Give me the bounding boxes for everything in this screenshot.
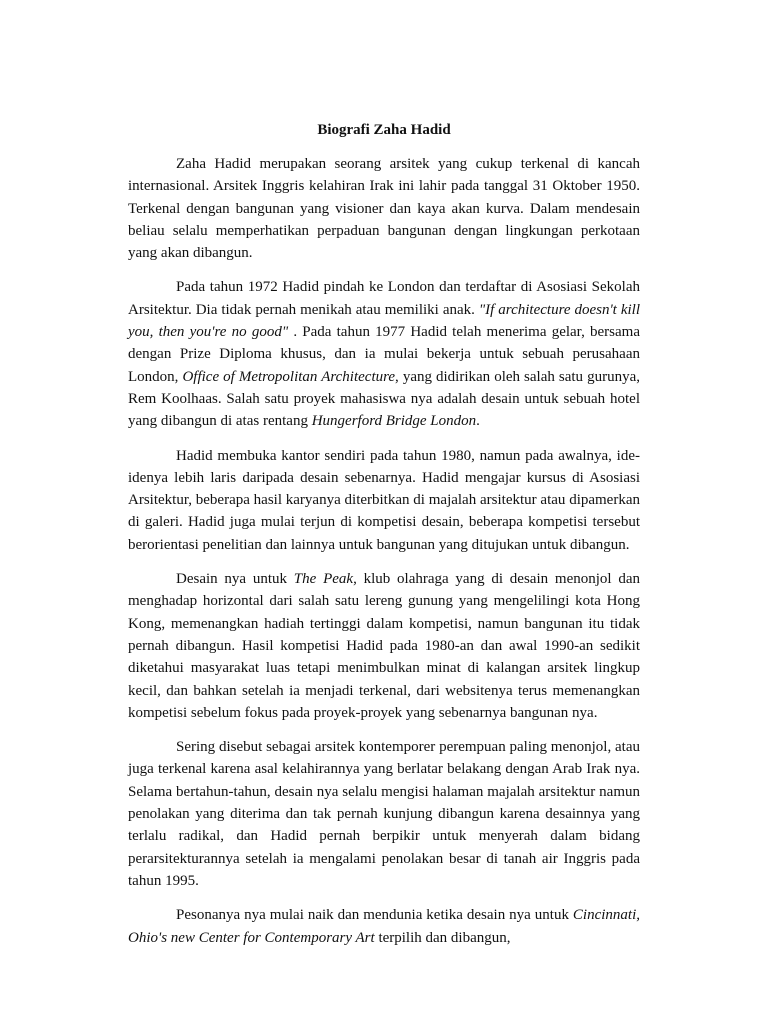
paragraph-text: Sering disebut sebagai arsitek kontemporer perempuan paling menonjol, atau juga terkenal karena asal kelahirannya yang berlatar belakang dengan Arab Irak nya. Selama bertahun-tahun, desain nya selalu mengisi halaman majalah arsitektur namun penolakan yang diterima dan tak pernah kunjung dibangun karena desainnya yang terlalu radikal, dan Hadid pernah berpikir untuk menyerah dalam bidang perarsitekturannya setelah ia mengalami penolakan besar di tanah air Inggris pada tahun 1995. <box>128 739 640 889</box>
quote-text: "If architecture doesn't kill you, then you're no good" <box>128 301 640 341</box>
paragraph-6 <box>128 904 640 949</box>
italic-text: Office of Metropolitan Architecture <box>182 368 396 385</box>
paragraph-text: Pada tahun 1972 Hadid pindah ke London dan terdaftar di Asosiasi Sekolah Arsitektur. Dia tidak pernah menikah atau memiliki anak. <box>128 279 640 318</box>
paragraph-text: Hadid membuka kantor sendiri pada tahun 1980, namun pada awalnya, ide-idenya lebih laris daripada desain sebenarnya. Hadid mengajar kursus di Asosiasi Arsitektur, beberapa hasil karyanya diterbitkan di majalah arsitektur atau dipamerkan di galeri. Hadid juga mulai terjun di kompetisi desain, beberapa kompetisi tersebut berorientasi penelitian dan lainnya untuk bangunan yang ditujukan untuk dibangun. <box>128 447 640 553</box>
italic-text: Hungerford Bridge London <box>311 413 477 430</box>
paragraph-3 <box>128 445 640 556</box>
paragraph-text: Desain nya untuk <box>176 571 294 588</box>
paragraph-text: Pesonanya nya mulai naik dan mendunia ketika desain nya untuk <box>176 907 573 924</box>
paragraph-text: Zaha Hadid merupakan seorang arsitek yang cukup terkenal di kancah internasional. Arsitek Inggris kelahiran Irak ini lahir pada tanggal 31 Oktober 1950. Terkenal dengan bangunan yang visioner dan kaya akan kurva. Dalam mendesain beliau selalu memperhatikan perpaduan bangunan dengan lingkungan perkotaan yang akan dibangun. <box>128 156 640 262</box>
paragraph-1 <box>128 153 640 264</box>
paragraph-text: . Pada tahun 1977 Hadid telah menerima gelar, bersama dengan Prize Diploma khusus, dan ia mulai bekerja untuk sebuah perusahaan London, <box>128 324 640 385</box>
paragraph-4 <box>128 568 640 724</box>
italic-text: Cincinnati, Ohio's new Center for Contemporary Art <box>128 907 640 946</box>
paragraph-text: , klub olahraga yang di desain menonjol dan menghadap horizontal dari salah satu lereng gunung yang mengelilingi kota Hong Kong, memenangkan hadiah tertinggi dalam kompetisi, namun bangunan itu tidak pernah dibangun. Hasil kompetisi Hadid pada 1980-an dan awal 1990-an sedikit diketahui masyarakat luas tetapi menimbulkan minat di kalangan arsitek lingkup kecil, dan bahkan setelah ia menjadi terkenal, dari websitenya terus memenangkan kompetisi sebelum fokus pada proyek-proyek yang sebenarnya bangunan nya. <box>128 571 640 721</box>
paragraph-text: terpilih dan dibangun, <box>374 929 511 946</box>
paragraph-text: . <box>476 413 480 430</box>
document-title: Biografi Zaha Hadid <box>317 122 451 138</box>
italic-text: The Peak <box>293 571 354 588</box>
paragraph-text: , yang didirikan oleh salah satu gurunya, Rem Koolhaas. Salah satu proyek mahasiswa nya adalah desain untuk sebuah hotel yang dibangun di atas rentang <box>128 368 640 430</box>
paragraph-2 <box>128 276 640 432</box>
paragraph-5 <box>128 736 640 892</box>
